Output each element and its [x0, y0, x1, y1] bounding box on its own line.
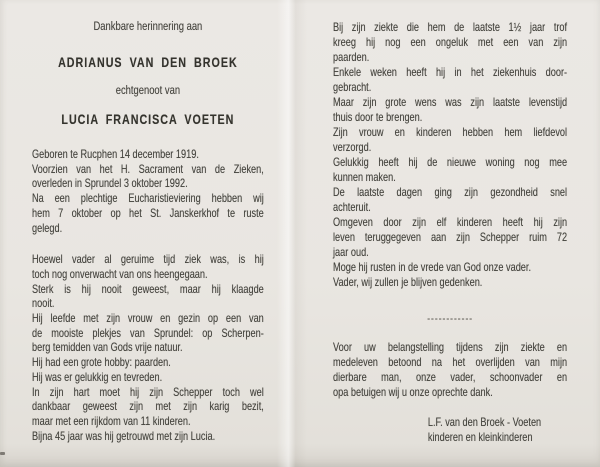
signature-block [333, 415, 567, 445]
signature-name: L.F. van den Broek - Voeten [427, 415, 542, 429]
dashed-separator: ------------ [427, 311, 473, 325]
dedication-line: Dankbare herinnering aan [93, 19, 203, 33]
signature-family: kinderen en kleinkinderen [427, 430, 533, 444]
illness-text: Bij zijn ziekte die hem de laatste 1½ jaar trof kreeg hij nog een ongeluk met een van zijn paarden. Enkele weken heeft hij in het ziekenhuis door- gebracht. Maar zijn grote wens was zijn laatste levenstijd thuis door te brengen. Zijn vrouw en kinderen hebben hem liefdevol verzorgd. Gelukkig heeft hij de nieuwe woning nog mee kunnen maken. De laatste dagen ging zijn gezondheid snel achteruit. Omgeven door zijn elf kinderen heeft hij zijn leven teruggegeven aan zijn Schepper ruim 72 jaar oud. Moge hij rusten in de vrede van God onze vader. Vader, wij zullen je blijven gedenken. [333, 20, 568, 289]
relation-line: echtgenoot van [115, 83, 181, 97]
spouse-name: LUCIA FRANCISCA VOETEN [61, 111, 235, 127]
life-dates-text: Geboren te Rucphen 14 december 1919. Voorzien van het H. Sacrament van de Zieken, overleden in Sprundel 3 oktober 1992. Na een plechtige Eucharistieviering hebben wij hem 7 oktober op het St. Janskerkhof te ruste gelegd. [32, 147, 264, 235]
memorial-text: Hoewel vader al geruime tijd ziek was, is hij toch nog onverwacht van ons heengegaan. Sterk is hij nooit geweest, maar hij klaagde nooit. Hij leefde met zijn vrouw en gezin op een van de mooiste plekjes van Sprundel: op Scherpen- berg temidden van Gods vrije natuur. Hij had een grote hobby: paarden. Hij was er gelukkig en tevreden. In zijn hart moet hij zijn Schepper toch wel dankbaar geweest zijn met zijn karig bezit, maar met een rijkdom van 11 kinderen. Bijna 45 jaar was hij getrouwd met zijn Lucia. [32, 252, 264, 443]
thanks-text: Voor uw belangstelling tijdens zijn ziekte en medeleven betoond na het overlijden van mijn dierbare man, onze vader, schoonvader en opa betuigen wij u onze oprechte dank. [333, 340, 568, 399]
fold-crease [277, 0, 307, 467]
right-page [333, 0, 567, 445]
left-page [32, 0, 264, 443]
scan-artifact [0, 452, 5, 455]
deceased-name: ADRIANUS VAN DEN BROEK [58, 54, 238, 70]
